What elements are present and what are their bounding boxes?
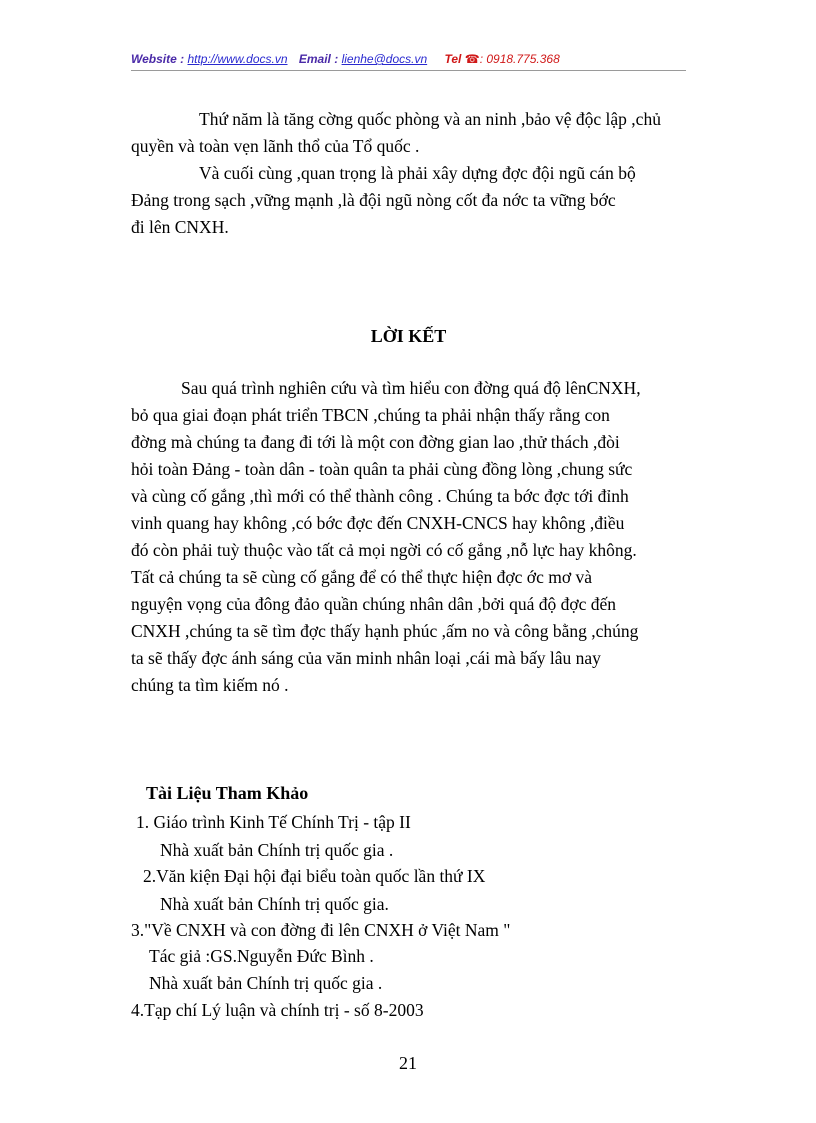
reference-publisher: Nhà xuất bản Chính trị quốc gia. xyxy=(160,894,389,914)
page-number: 21 xyxy=(399,1053,417,1073)
conclusion-line: và cùng cố gắng ,thì mới có thể thành công . Chúng ta bớc đợc tới đỉnh xyxy=(131,486,629,506)
para1-line1: Thứ năm là tăng cờng quốc phòng và an ninh ,bảo vệ độc lập ,chủ xyxy=(199,109,661,129)
header-divider xyxy=(131,70,686,71)
reference-publisher: Nhà xuất bản Chính trị quốc gia . xyxy=(160,840,394,860)
references-heading: Tài Liệu Tham Khảo xyxy=(146,783,309,803)
reference-item: 1. Giáo trình Kinh Tế Chính Trị - tập II xyxy=(136,812,411,832)
para2-line1: Và cuối cùng ,quan trọng là phải xây dựng đợc đội ngũ cán bộ xyxy=(199,163,636,183)
website-label: Website : xyxy=(131,52,185,66)
conclusion-line: CNXH ,chúng ta sẽ tìm đợc thấy hạnh phúc ,ấm no và công bằng ,chúng xyxy=(131,621,639,641)
para2-line3: đi lên CNXH. xyxy=(131,217,229,237)
reference-author: Tác giả :GS.Nguyễn Đức Bình . xyxy=(149,946,374,966)
website-link[interactable]: http://www.docs.vn xyxy=(187,52,288,66)
email-link[interactable]: lienhe@docs.vn xyxy=(341,52,428,66)
conclusion-title: LỜI KẾT xyxy=(370,326,447,346)
reference-item: 4.Tạp chí Lý luận và chính trị - số 8-2003 xyxy=(131,1000,424,1020)
conclusion-line: ta sẽ thấy đợc ánh sáng của văn minh nhân loại ,cái mà bấy lâu nay xyxy=(131,648,601,668)
page-header xyxy=(131,52,560,66)
reference-item: 3."Về CNXH và con đờng đi lên CNXH ở Việt Nam " xyxy=(131,920,511,940)
conclusion-line: chúng ta tìm kiếm nó . xyxy=(131,675,289,695)
conclusion-line: hỏi toàn Đảng - toàn dân - toàn quân ta phải cùng đồng lòng ,chung sức xyxy=(131,459,633,479)
phone-icon: ☎ xyxy=(464,52,480,66)
para2-line2: Đảng trong sạch ,vững mạnh ,là đội ngũ nòng cốt đa nớc ta vững bớc xyxy=(131,190,616,210)
conclusion-line: bỏ qua giai đoạn phát triển TBCN ,chúng ta phải nhận thấy rằng con xyxy=(131,405,610,425)
conclusion-line: nguyện vọng của đông đảo quần chúng nhân dân ,bởi quá độ đợc đến xyxy=(131,594,617,614)
para1-line2: quyền và toàn vẹn lãnh thổ của Tổ quốc . xyxy=(131,136,420,156)
conclusion-line: đờng mà chúng ta đang đi tới là một con đờng gian lao ,thử thách ,đòi xyxy=(131,432,620,452)
tel-label: Tel xyxy=(444,52,462,66)
conclusion-line: Sau quá trình nghiên cứu và tìm hiểu con đờng quá độ lênCNXH, xyxy=(181,378,641,398)
reference-item: 2.Văn kiện Đại hội đại biểu toàn quốc lần thứ IX xyxy=(143,866,486,886)
tel-number: : 0918.775.368 xyxy=(479,52,560,66)
conclusion-line: vinh quang hay không ,có bớc đợc đến CNXH-CNCS hay không ,điều xyxy=(131,513,625,533)
reference-publisher: Nhà xuất bản Chính trị quốc gia . xyxy=(149,973,383,993)
email-label: Email : xyxy=(298,52,339,66)
conclusion-line: đó còn phải tuỳ thuộc vào tất cả mọi ngời có cố gắng ,nỗ lực hay không. xyxy=(131,540,637,560)
conclusion-line: Tất cả chúng ta sẽ cùng cố gắng để có thể thực hiện đợc ớc mơ và xyxy=(131,567,592,587)
